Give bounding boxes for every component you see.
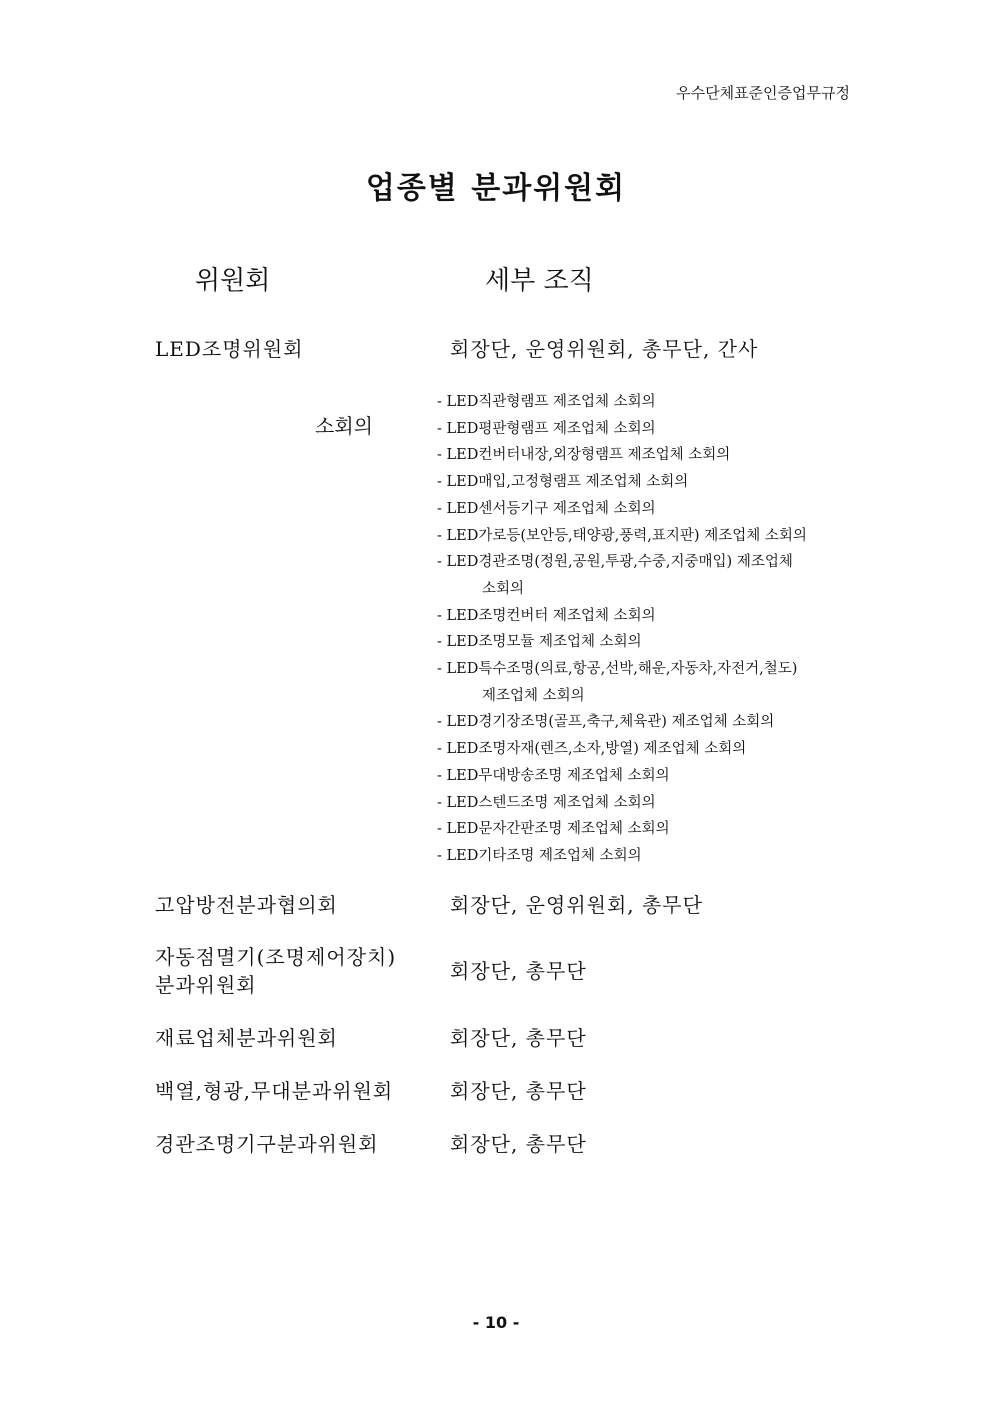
- list-item: - LED스텐드조명 제조업체 소회의: [437, 794, 656, 811]
- page-number: - 10 -: [472, 1313, 520, 1332]
- committee-name: 고압방전분과협의회: [155, 893, 338, 917]
- committee-org: 회장단, 총무단: [450, 959, 587, 983]
- list-item: - LED문자간판조명 제조업체 소회의: [437, 821, 670, 838]
- committee-org: 회장단, 총무단: [450, 1079, 587, 1103]
- list-item: - LED특수조명(의료,항공,선박,해운,자동차,자전거,철도): [437, 661, 798, 678]
- list-item: - LED직관형램프 제조업체 소회의: [437, 394, 656, 410]
- document-header: 우수단체표준인증업무규정: [676, 84, 850, 102]
- list-item: - LED경기장조명(골프,축구,체육관) 제조업체 소회의: [437, 714, 775, 731]
- list-item: - LED컨버터내장,외장형램프 제조업체 소회의: [437, 447, 731, 464]
- list-item: - LED가로등(보안등,태양광,풍력,표지판) 제조업체 소회의: [437, 527, 807, 544]
- list-item: - LED매입,고정형램프 제조업체 소회의: [437, 474, 689, 491]
- list-item: - LED조명자재(렌즈,소자,방열) 제조업체 소회의: [437, 741, 747, 758]
- list-item-continuation: 제조업체 소회의: [482, 687, 585, 704]
- committee-org: 회장단, 총무단: [450, 1132, 587, 1156]
- committee-name: 경관조명기구분과위원회: [155, 1132, 379, 1156]
- sub-meeting-list: [437, 389, 807, 870]
- column-header-committee: 위원회: [195, 266, 271, 296]
- committee-name: 재료업체분과위원회: [155, 1026, 338, 1050]
- list-item: - LED평판형램프 제조업체 소회의: [437, 420, 656, 437]
- list-item: - LED기타조명 제조업체 소회의: [437, 847, 642, 864]
- list-item: - LED센서등기구 제조업체 소회의: [437, 500, 656, 517]
- list-item: - LED경관조명(정원,공원,투광,수중,지중매입) 제조업체: [437, 554, 793, 571]
- committee-name: 백열,형광,무대분과위원회: [155, 1079, 394, 1103]
- committee-org: 회장단, 운영위원회, 총무단, 간사: [450, 337, 759, 361]
- column-header-detail: 세부 조직: [485, 266, 594, 296]
- sub-meeting-label: 소회의: [315, 414, 373, 438]
- committee-org: 회장단, 운영위원회, 총무단: [450, 893, 703, 917]
- committee-org: 회장단, 총무단: [450, 1026, 587, 1050]
- list-item: - LED조명모듈 제조업체 소회의: [437, 634, 642, 651]
- committee-name-line1: 자동점멸기(조명제어장치): [155, 945, 397, 969]
- list-item: - LED조명컨버터 제조업체 소회의: [437, 607, 656, 624]
- committee-name: LED조명위원회: [155, 337, 304, 361]
- list-item-continuation: 소회의: [482, 580, 525, 597]
- list-item: - LED무대방송조명 제조업체 소회의: [437, 767, 670, 784]
- committee-name-line2: 분과위원회: [155, 973, 257, 997]
- page-title: 업종별 분과위원회: [365, 171, 627, 206]
